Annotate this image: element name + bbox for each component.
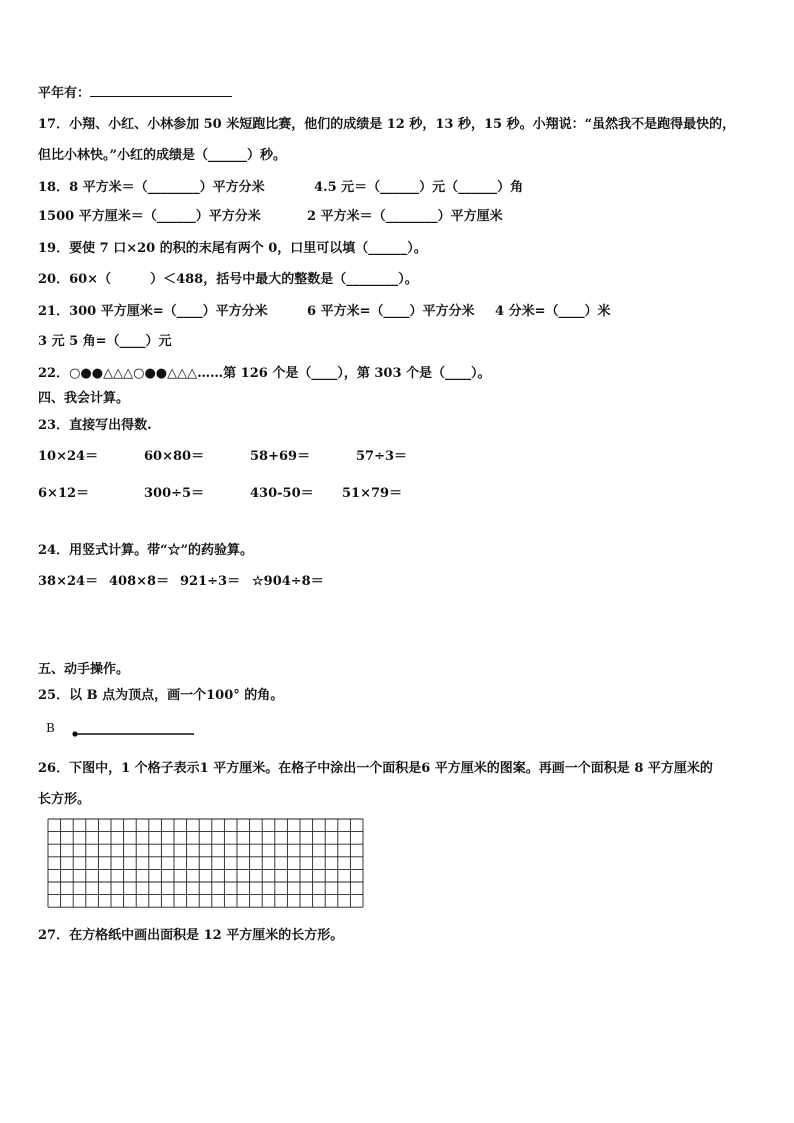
q23-r2-c2: 300÷5＝ (144, 486, 205, 501)
q27-line: 27．在方格纸中画出面积是 12 平方厘米的长方形。 (38, 928, 344, 943)
section4-heading: 四、我会计算。 (38, 391, 130, 406)
q21-d: 3 元 5 角=（____）元 (38, 334, 172, 349)
q19-line: 19．要使 7 口×20 的积的末尾有两个 0，口里可以填（______）。 (38, 241, 427, 256)
q24-item-3: 921÷3＝ (180, 574, 241, 589)
vertex-point (72, 731, 77, 736)
q23-r2-c3: 430-50＝ (250, 486, 314, 501)
q18-c: 1500 平方厘米＝（______）平方分米 (38, 209, 261, 224)
q24-item-4: ☆904÷8＝ (252, 574, 324, 589)
grid-svg[interactable] (47, 818, 365, 914)
q23-r2-c1: 6×12＝ (38, 486, 90, 501)
point-b-label: B (46, 721, 55, 735)
q26-line1: 26．下图中，1 个格子表示1 平方厘米。在格子中涂出一个面积是6 平方厘米的图案。再画一个面积是 8 平方厘米的 (38, 761, 713, 776)
q17-line1: 17．小翔、小红、小林参加 50 米短跑比赛，他们的成绩是 12 秒，13 秒，15 秒。小翔说：“虽然我不是跑得最快的， (38, 117, 736, 132)
q18-a: 18．8 平方米＝（________）平方分米 (38, 180, 265, 195)
q24-item-1: 38×24＝ (38, 574, 99, 589)
q18-d: 2 平方米＝（________）平方厘米 (307, 209, 503, 224)
header-label: 平年有： (38, 86, 91, 101)
q23-r1-c3: 58+69＝ (250, 449, 311, 464)
q21-b: 6 平方米=（____）平方分米 (307, 304, 475, 319)
q18-b: 4.5 元＝（______）元（______）角 (314, 180, 524, 195)
section5-heading: 五、动手操作。 (38, 662, 130, 677)
q25-text: 25．以 B 点为顶点，画一个100° 的角。 (38, 688, 284, 703)
q20-line: 20．60×（ ）＜488，括号中最大的整数是（________）。 (38, 272, 418, 287)
q24-title: 24．用竖式计算。带“☆”的药验算。 (38, 543, 254, 558)
q17-line2: 但比小林快。”小红的成绩是（______）秒。 (38, 148, 286, 163)
header-line (38, 84, 232, 102)
header-blank (90, 84, 232, 97)
q21-a: 21．300 平方厘米=（____）平方分米 (38, 304, 268, 319)
q24-item-2: 408×8＝ (109, 574, 170, 589)
ray-figure (44, 716, 204, 744)
square-grid[interactable] (47, 818, 365, 918)
ray-svg (44, 716, 204, 740)
q23-title: 23．直接写出得数. (38, 418, 152, 433)
q23-r1-c2: 60×80＝ (144, 449, 205, 464)
q26-line2: 长方形。 (38, 792, 91, 807)
q21-c: 4 分米=（____）米 (495, 304, 611, 319)
q22-line: 22．○●●△△△○●●△△△……第 126 个是（____），第 303 个是（____）。 (38, 366, 491, 381)
q23-r1-c1: 10×24＝ (38, 449, 99, 464)
q23-r1-c4: 57÷3＝ (356, 449, 408, 464)
q23-r2-c4: 51×79＝ (342, 486, 403, 501)
